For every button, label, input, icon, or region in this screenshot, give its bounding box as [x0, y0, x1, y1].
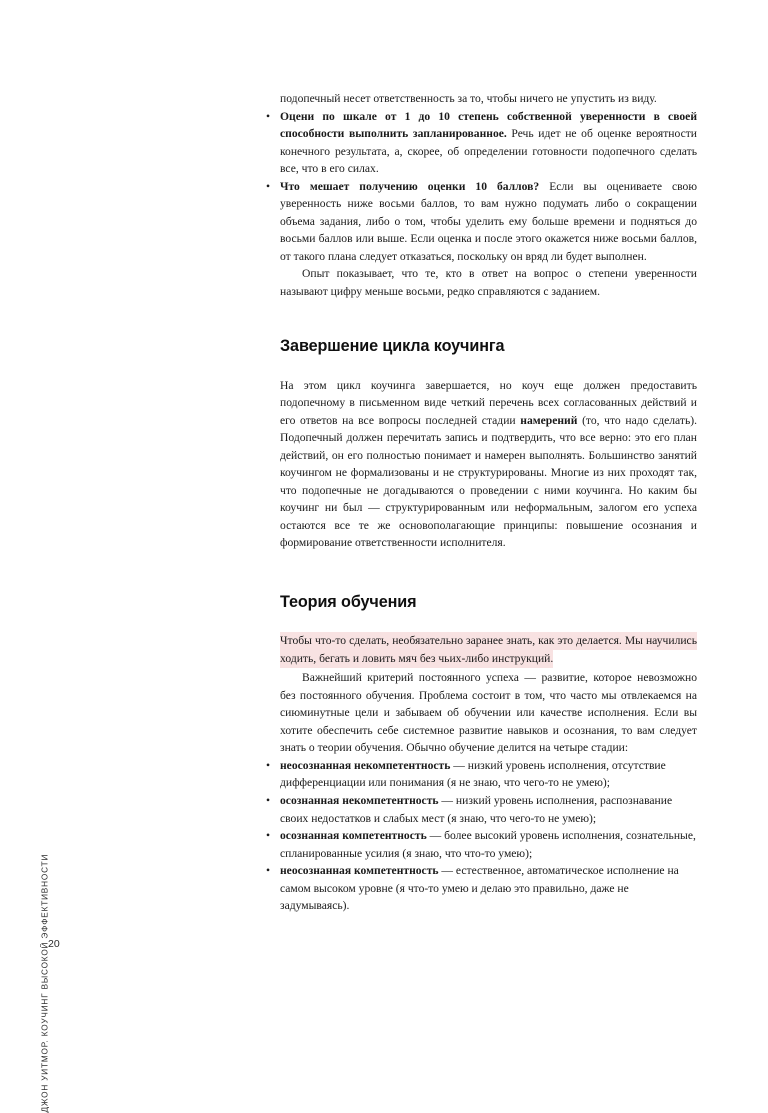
list-item-lead: осознанная компетентность — [280, 829, 427, 843]
list-item-lead: неосознанная некомпетентность — [280, 758, 451, 772]
text-column — [280, 90, 697, 915]
paragraph-lead: На этом цикл коучинга завершается, но коуч еще должен предоставить подопечному в письменном виде четкий перечень всех согласованных действий и его ответов на все вопросы последней стадии — [280, 378, 697, 427]
page-number: 20 — [48, 938, 60, 950]
list-item — [266, 862, 697, 915]
list-item-rest: Речь идет не об оценке вероятности конечного результата, а, скорее, об определении готовности подопечного сделать все, что в его силах. — [280, 127, 697, 176]
list-item — [266, 827, 697, 862]
list-item — [266, 792, 697, 827]
paragraph-coaching-cycle — [280, 377, 697, 552]
list-item-lead: осознанная некомпетентность — [280, 793, 439, 807]
continued-paragraph: подопечный несет ответственность за то, чтобы ничего не упустить из виду. — [280, 92, 657, 105]
running-head — [0, 0, 100, 1113]
list-item-rest: — более высокий уровень исполнения, сознательные, спланированные усилия (я знаю, что что-то умею); — [280, 829, 696, 860]
section-heading-zavershenie: Завершение цикла коучинга — [280, 336, 505, 355]
highlighted-paragraph — [280, 632, 697, 667]
list-item-lead: неосознанная компетентность — [280, 864, 439, 878]
list-item — [266, 108, 697, 178]
bullet-list-top — [280, 108, 697, 266]
list-item-rest: — низкий уровень исполнения, отсутствие дифференциации или понимания (я не знаю, что чего-то не умею); — [280, 758, 666, 790]
list-item — [266, 757, 697, 792]
section-heading-teoriya: Теория обучения — [280, 593, 417, 612]
paragraph-tail: (то, что надо сделать). Подопечный должен перечитать запись и подтвердить, что все верно: это его план действий, он его полностью понимает и намерен выполнять. Большинство занятий коучингом не формализованы и не структурированы. Многие из них проходят так, что подопечные не догадываются о проведении с ними коучинга. Но каким бы коучинг ни был — структурированным или неформальным, залогом его успеха остаются все те же основополагающие принципы: повышение осознания и формирование ответственности исполнителя. — [280, 413, 697, 550]
list-item-rest: — естественное, автоматическое исполнение на самом высоком уровне (я что-то умею и делаю это правильно, даже не задумываясь). — [280, 864, 679, 913]
list-item-rest: Если вы оцениваете свою уверенность ниже восьми баллов, то вам нужно подумать либо о сокращении объема задания, либо о том, чтобы уделить ему больше времени и подняться до восьми баллов или выше. Если оценка и после этого окажется ниже восьми баллов, от такого плана следует отказаться, поскольку он вряд ли будет выполнен. — [280, 179, 697, 263]
list-item-lead: Оцени по шкале от 1 до 10 степень собственной уверенности в своей способности выполнить запланированное. — [280, 109, 697, 141]
paragraph-after-bullets: Опыт показывает, что те, кто в ответ на вопрос о степени уверенности называют цифру меньше восьми, редко справляются с заданием. — [280, 267, 697, 299]
list-item-lead: Что мешает получению оценки 10 баллов? — [280, 179, 540, 193]
running-head-text: ДЖОН УИТМОР. КОУЧИНГ ВЫСОКОЙ ЭФФЕКТИВНОСТИ — [40, 853, 50, 1113]
bullet-list-stages — [280, 757, 697, 915]
highlight-text: Чтобы что-то сделать, необязательно заранее знать, как это делается. Мы научились ходить, бегать и ловить мяч без чьих-либо инструкций. — [280, 632, 697, 668]
paragraph-learning-theory: Важнейший критерий постоянного успеха — развитие, которое невозможно без постоянного обучения. Проблема состоит в том, что часто мы отвлекаемся на сиюминутные цели и забываем об обучении или качестве исполнения. Если вы хотите обеспечить себе системное развитие навыков и осознания, то вам следует знать о теории обучения. Обычно обучение делится на четыре стадии: — [280, 671, 697, 755]
list-item-rest: — низкий уровень исполнения, распознавание своих недостатков и слабых мест (я знаю, что чего-то не умею); — [280, 793, 673, 825]
list-item — [266, 178, 697, 266]
paragraph-bold-term: намерений — [520, 413, 578, 427]
